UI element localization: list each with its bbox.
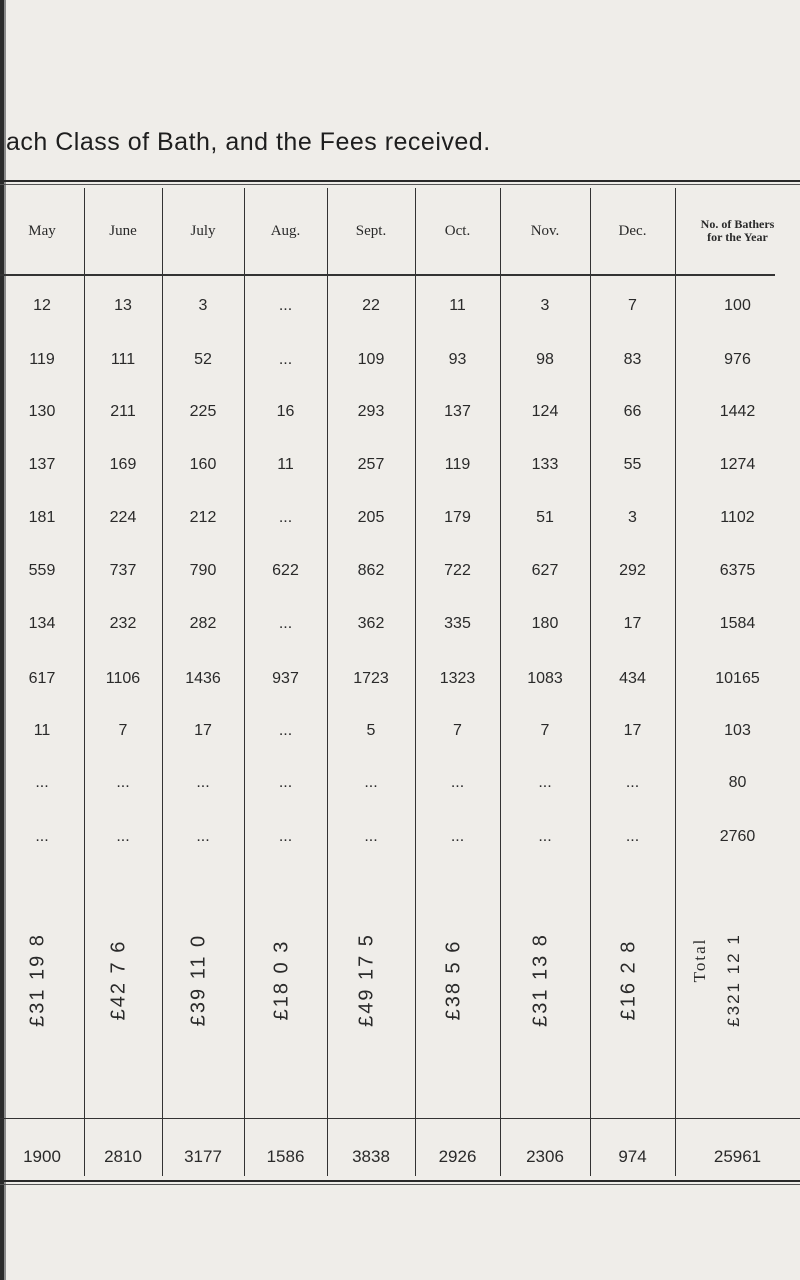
table-cell: 1274 [719,456,756,473]
table-cell: 1106 [105,670,141,687]
header-4: Sept. [355,222,387,239]
table-cell: 100 [724,297,751,314]
fee-text: £39 11 0 [187,933,210,1027]
table-cell: 124 [531,403,559,420]
table-cell: 3 [540,297,550,314]
table-cell: 225 [189,403,217,420]
table-cell: 790 [189,562,217,579]
fee-amount [13,880,63,1080]
fee-text: £321 12 1 [723,933,743,1027]
table-cell: ... [364,828,378,845]
table-cell: 257 [357,456,385,473]
fee-text: £18 0 3 [270,939,292,1021]
table-cell: 80 [728,774,747,791]
table-cell: 93 [448,351,467,368]
page-title: ach Class of Bath, and the Fees received. [6,128,491,156]
table-cell: 2760 [719,828,756,845]
fee-text: £31 13 8 [529,933,552,1027]
table-cell: 622 [272,562,299,579]
fee-text: £38 5 6 [442,939,464,1021]
table-cell: 282 [189,615,217,632]
top-rule-thin [0,184,800,185]
table-cell: 1436 [185,670,221,687]
table-cell: 292 [619,562,646,579]
total-cell: 974 [618,1147,647,1166]
table-cell: 205 [357,509,385,526]
table-cell: 937 [272,670,299,687]
table-cell: ... [538,774,552,791]
table-cell: 160 [189,456,217,473]
table-cell: 5 [366,722,376,739]
total-cell: 25961 [713,1147,762,1166]
header-3: Aug. [270,222,301,239]
fee-text: £42 7 6 [107,939,130,1021]
total-cell: 2926 [438,1147,477,1166]
fee-amount [94,880,144,1080]
table-cell: 3 [628,509,637,526]
table-cell: ... [450,828,465,845]
header-8: No. of Bathers for the Year [700,217,775,244]
table-cell: 1584 [719,615,756,632]
table-cell: ... [116,774,130,791]
table-cell: 137 [28,456,56,473]
table-cell: ... [450,774,465,791]
totals-rule [0,1118,800,1119]
header-0: May [28,222,56,239]
table-cell: 7 [453,722,462,739]
bottom-rule-thin [0,1184,800,1185]
table-cell: ... [364,774,378,791]
table-cell: 169 [109,456,137,473]
table-cell: ... [625,828,640,845]
table-cell: ... [35,828,49,845]
table-cell: ... [278,351,293,368]
table-cell: 16 [276,403,295,420]
table-cell: ... [278,722,293,739]
table-cell: 109 [357,351,385,368]
table-cell: 17 [194,722,212,739]
table-cell: 17 [623,615,642,632]
table-cell: 232 [109,615,137,632]
table-cell: 11 [277,456,294,473]
bottom-rule [0,1180,800,1182]
total-cell: 1900 [23,1147,61,1166]
table-cell: 83 [623,351,642,368]
fee-text: £31 19 8 [26,933,49,1027]
table-cell: ... [196,828,210,845]
table-cell: ... [35,774,49,791]
table-cell: 17 [623,722,642,739]
table-cell: 434 [619,670,646,687]
table-cell: ... [625,774,640,791]
fee-text: £16 2 8 [617,939,639,1021]
table-cell: 212 [189,509,217,526]
table-cell: 103 [724,722,751,739]
table-cell: 13 [114,297,132,314]
header-5: Oct. [444,222,471,239]
table-cell: 627 [531,562,559,579]
top-rule [0,180,800,182]
table-cell: 181 [28,509,56,526]
table-cell: 10165 [715,670,760,687]
fee-text: £49 17 5 [355,933,378,1027]
fee-amount [516,880,566,1080]
header-1: June [109,222,137,239]
table-cell: ... [278,297,293,314]
table-cell: 66 [623,403,642,420]
fee-amount [174,880,224,1080]
total-cell: 2306 [526,1147,564,1166]
table-cell: 1102 [720,509,755,526]
table-cell: 362 [357,615,385,632]
table-cell: 6375 [719,562,756,579]
table-cell: 1083 [527,670,563,687]
table-cell: 52 [194,351,212,368]
table-cell: ... [278,509,293,526]
table-cell: 335 [444,615,471,632]
table-cell: 617 [28,670,56,687]
table-cell: 133 [531,456,559,473]
table-cell: 98 [536,351,554,368]
total-cell: 3838 [352,1147,390,1166]
fee-amount [604,880,654,1080]
table-cell: 179 [444,509,471,526]
table-cell: 1442 [719,403,756,420]
table-cell: 137 [444,403,471,420]
table-cell: 22 [362,297,380,314]
table-cell: 11 [449,297,466,314]
table-cell: ... [538,828,552,845]
table-cell: 134 [28,615,56,632]
total-cell: 2810 [104,1147,142,1166]
table-cell: 211 [110,403,136,420]
header-2: July [190,222,216,239]
table-cell: 180 [531,615,559,632]
table-cell: 3 [198,297,208,314]
table-cell: 7 [628,297,637,314]
table-cell: 111 [110,351,136,368]
table-cell: ... [278,828,293,845]
header-6: Nov. [530,222,560,239]
fee-amount [429,880,479,1080]
total-cell: 1586 [266,1147,305,1166]
fee-amount [257,880,307,1080]
table-cell: 55 [623,456,642,473]
table-cell: ... [196,774,210,791]
table-cell: ... [116,828,130,845]
table-cell: 119 [29,351,55,368]
table-cell: 130 [28,403,56,420]
table-cell: 976 [724,351,751,368]
table-cell: 7 [540,722,550,739]
table-cell: 1323 [439,670,476,687]
table-cell: 224 [109,509,137,526]
table-cell: 862 [357,562,385,579]
table-cell: ... [278,615,293,632]
header-underline-last [675,274,775,276]
fee-total-label [675,880,725,1080]
table-cell: 11 [33,722,51,739]
table-cell: 1723 [353,670,389,687]
total-cell: 3177 [184,1147,222,1166]
table-cell: 119 [444,456,471,473]
table-cell: 722 [444,562,471,579]
table-cell: 737 [109,562,137,579]
table-cell: 293 [357,403,385,420]
header-underline [0,274,675,276]
table-cell: ... [278,774,293,791]
table-cell: 51 [536,509,554,526]
fee-amount [342,880,392,1080]
table-cell: 559 [28,562,56,579]
header-7: Dec. [618,222,647,239]
total-label-text: Total [690,937,709,983]
table-cell: 12 [33,297,51,314]
table-cell: 7 [118,722,128,739]
